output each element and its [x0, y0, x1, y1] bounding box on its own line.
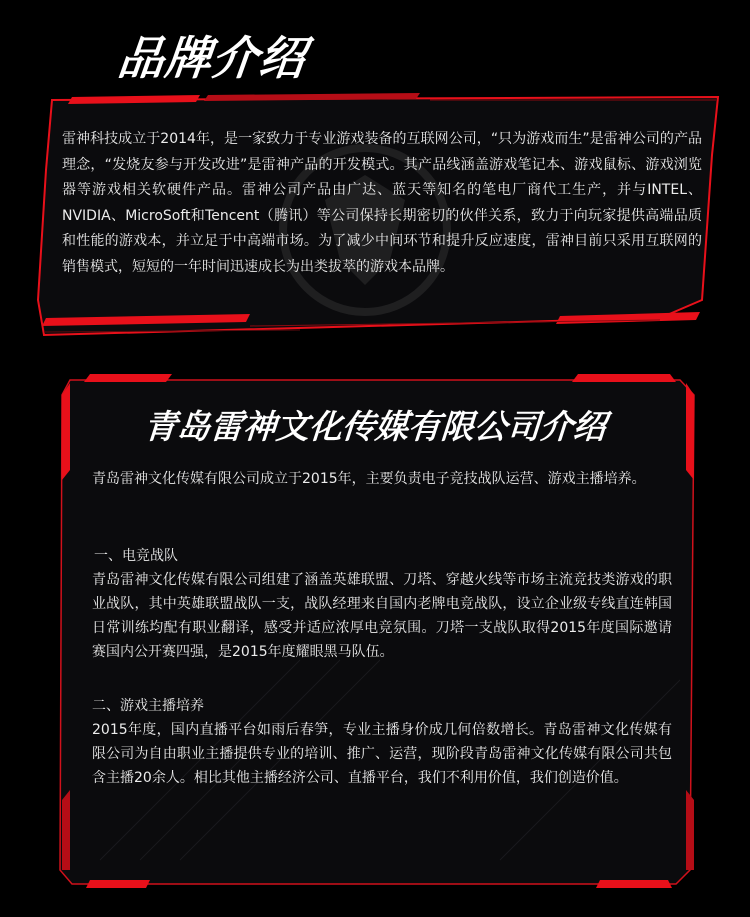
streamer-training-section — [92, 694, 672, 790]
esports-team-body: 青岛雷神文化传媒有限公司组建了涵盖英雄联盟、刀塔、穿越火线等市场主流竞技类游戏的职业战队，其中英雄联盟战队一支，战队经理来自国内老牌电竞战队，设立企业级专线直连韩国日常训练均配有职业翻译，感受并适应浓厚电竞氛围。刀塔一支战队取得2015年度国际邀请赛国内公开赛四强，是2015年度耀眼黑马队伍。 — [92, 572, 672, 660]
streamer-training-heading: 二、游戏主播培养 — [92, 698, 204, 714]
esports-team-section — [92, 544, 672, 664]
company-intro: 青岛雷神文化传媒有限公司成立于2015年，主要负责电子竞技战队运营、游戏主播培养。 — [92, 471, 646, 487]
esports-team-heading: 一、电竞战队 — [94, 548, 178, 564]
streamer-training-body: 2015年度，国内直播平台如雨后春笋，专业主播身价成几何倍数增长。青岛雷神文化传媒有限公司为自由职业主播提供专业的培训、推广、运营，现阶段青岛雷神文化传媒有限公司共包含主播20余人。相比其他主播经济公司、直播平台，我们不利用价值，我们创造价值。 — [92, 722, 672, 786]
brand-title: 品牌介绍 — [115, 31, 309, 85]
company-title: 青岛雷神文化传媒有限公司介绍 — [142, 407, 608, 446]
brand-description: 雷神科技成立于2014年，是一家致力于专业游戏装备的互联网公司，“只为游戏而生”是雷神公司的产品理念，“发烧友参与开发改进”是雷神产品的开发模式。其产品线涵盖游戏笔记本、游戏鼠标、游戏浏览器等游戏相关软硬件产品。雷神公司产品由广达、蓝天等知名的笔电厂商代工生产，并与INTEL、NVIDIA、MicroSoft和Tencent（腾讯）等公司保持长期密切的伙伴关系，致力于向玩家提供高端品质和性能的游戏本，并立足于中高端市场。为了减少中间环节和提升反应速度，雷神目前只采用互联网的销售模式，短短的一年时间迅速成长为出类拔萃的游戏本品牌。 — [62, 131, 702, 275]
